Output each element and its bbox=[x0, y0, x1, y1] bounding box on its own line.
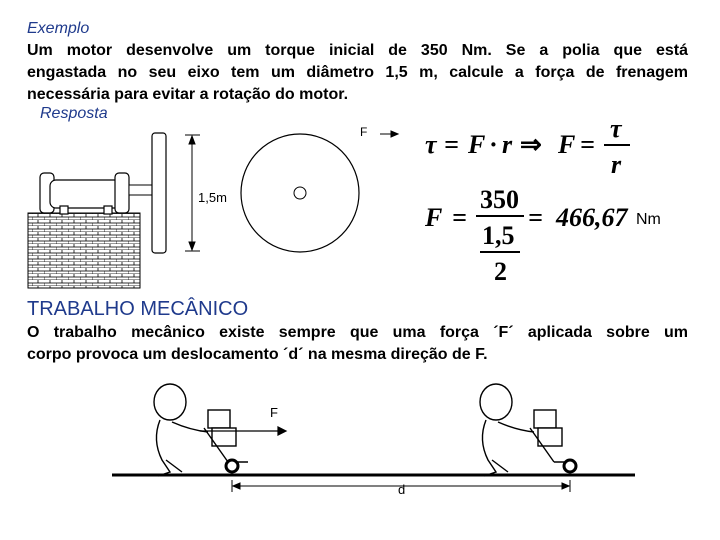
result-denominator-top: 1,5 bbox=[482, 221, 515, 250]
work-paragraph bbox=[27, 322, 688, 366]
pulley-hub bbox=[294, 187, 306, 199]
section-title: TRABALHO MECÂNICO bbox=[27, 298, 249, 320]
person-with-cart-end bbox=[480, 384, 576, 476]
formula-fraction-numerator: τ bbox=[610, 115, 622, 143]
force-arrow bbox=[380, 131, 398, 137]
force-result-formula bbox=[420, 182, 680, 287]
force-label: F bbox=[360, 125, 368, 139]
result-unit: Nm bbox=[636, 211, 661, 228]
formula-implies: ⇒ bbox=[520, 130, 542, 159]
example-paragraph bbox=[27, 40, 688, 106]
formula-radius: r bbox=[502, 130, 513, 159]
result-value: 466,67 bbox=[556, 203, 628, 232]
result-denominator-bottom: 2 bbox=[494, 257, 507, 286]
diameter-label: 1,5m bbox=[198, 190, 227, 205]
formula-tau: τ bbox=[425, 130, 437, 159]
example-line: necessária para evitar a rotação do motor. bbox=[27, 86, 349, 103]
work-figure bbox=[100, 380, 640, 500]
formula-equals: = bbox=[444, 130, 459, 159]
pulley-side-view bbox=[152, 133, 166, 253]
person-with-cart-start bbox=[154, 384, 248, 476]
formula-force-2: F bbox=[558, 130, 576, 159]
motor-body bbox=[40, 173, 129, 214]
work-line: O trabalho mecânico existe sempre que uma força ´F´ aplicada sobre um bbox=[27, 324, 688, 341]
answer-label: Resposta bbox=[40, 105, 108, 122]
result-equals-2: = bbox=[528, 203, 543, 232]
example-title: Exemplo bbox=[27, 20, 90, 37]
result-numerator: 350 bbox=[480, 185, 519, 214]
result-force: F bbox=[425, 203, 443, 232]
formula-fraction-denominator: r bbox=[611, 150, 622, 179]
result-equals: = bbox=[452, 203, 467, 232]
motor-pulley-figure bbox=[20, 118, 400, 298]
formula-dot: · bbox=[490, 130, 497, 159]
example-line: Um motor desenvolve um torque inicial de 350 Nm. Se a polia que está bbox=[27, 42, 688, 59]
example-line: engastada no seu eixo tem um diâmetro 1,5 m, calcule a força de frenagem bbox=[27, 64, 688, 81]
work-line: corpo provoca um deslocamento ´d´ na mesma direção de F. bbox=[27, 346, 488, 363]
formula-equals-2: = bbox=[580, 130, 595, 159]
work-force-label: F bbox=[270, 405, 278, 420]
formula-force: F bbox=[468, 130, 486, 159]
torque-formula bbox=[420, 115, 660, 180]
brick-wall bbox=[28, 213, 140, 288]
displacement-label: d bbox=[398, 482, 406, 497]
